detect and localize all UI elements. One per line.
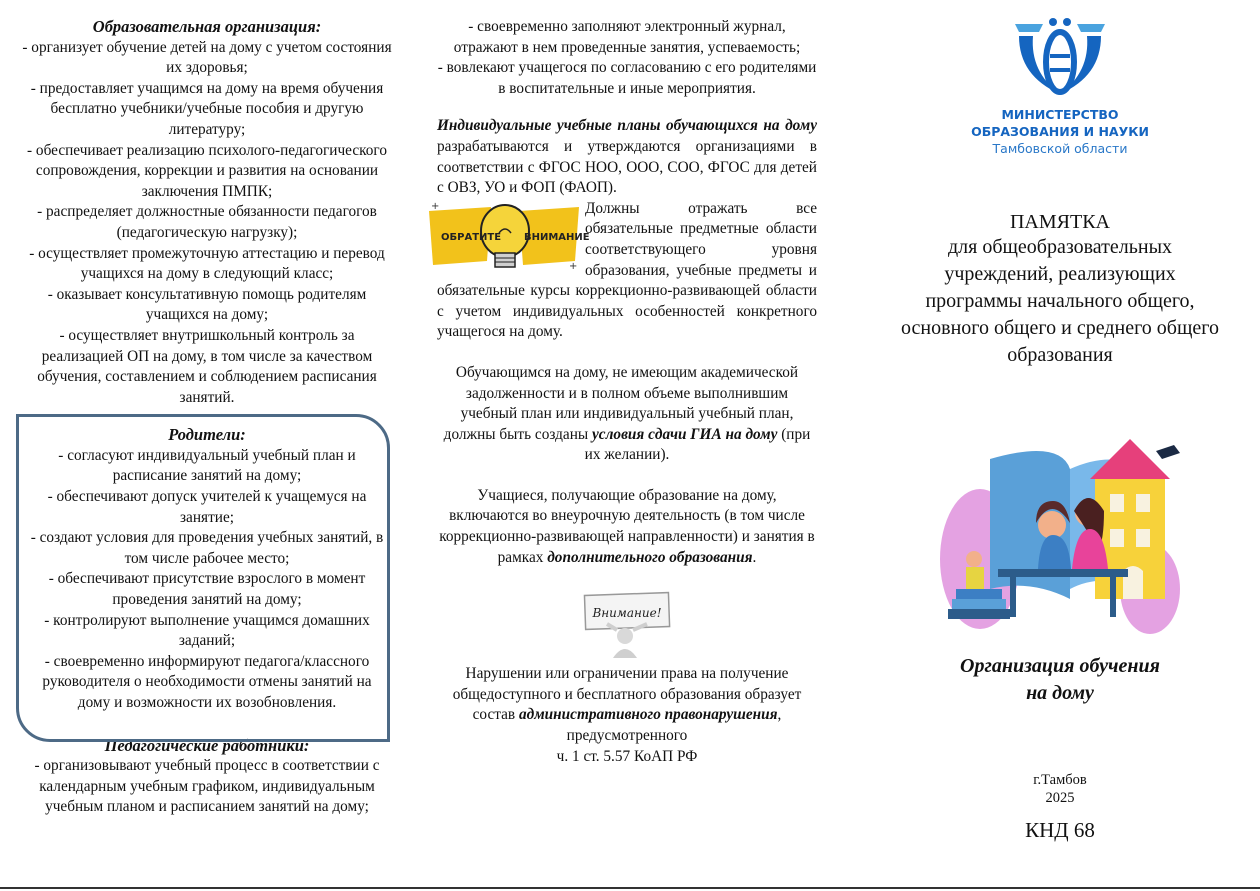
list-item: - согласуют индивидуальный учебный план и расписание занятий на дому; [58, 446, 356, 485]
topic-line-1: Организация обучения [960, 655, 1160, 677]
attention-sign-label: Внимание! [592, 606, 662, 621]
list-item: - осуществляет промежуточную аттестацию и перевод учащихся на дому в следующий класс; [29, 244, 385, 283]
list-item: - организует обучение детей на дому с учетом состояния их здоровья; [22, 38, 392, 77]
illustration [880, 439, 1240, 635]
law-paragraph [437, 664, 817, 767]
list-item: - обеспечивают присутствие взрослого в момент проведения занятий на дому; [48, 570, 366, 609]
gia-bold: условия сдачи ГИА на дому [592, 425, 778, 443]
badge-right-label: ВНИМАНИЕ [524, 231, 590, 243]
lightbulb-icon [429, 200, 590, 273]
law-text: Нарушении или ограничении права на получение общедоступного и бесплатного образования образует состав [452, 665, 802, 724]
teachers-continued [437, 17, 817, 99]
org-list [22, 38, 392, 409]
list-item: - контролируют выполнение учащимся домашних заданий; [44, 611, 370, 650]
topic-line-2: на дому [1026, 682, 1094, 704]
plan-paragraph [437, 116, 817, 198]
list-item: - осуществляет внутришкольный контроль за реализацией ОП на дому, в том числе за качеством обучения, составлением и соблюдением расписания занятий. [37, 326, 377, 406]
attention-sign-icon [577, 590, 677, 658]
list-item: - своевременно заполняют электронный журнал, отражают в нем проведенные занятия, успеваемость; [453, 18, 801, 56]
city-year [880, 771, 1240, 807]
list-item: - организовывают учебный процесс в соответствии с календарным учебным графиком, индивидуальным учебным планом и расписанием занятий на дому; [34, 757, 380, 816]
ministry-line-1: МИНИСТЕРСТВО [1001, 107, 1119, 122]
list-item: - обеспечивает реализацию психолого-педагогического сопровождения, коррекции и развития на основании заключения ПМПК; [27, 141, 387, 200]
plan-bold: Индивидуальные учебные планы обучающихся на дому [437, 117, 817, 135]
list-item: - своевременно информируют педагога/классного руководителя о необходимости отмены занятий на дому и возможности их возобновления. [42, 652, 372, 711]
city: г.Тамбов [1033, 772, 1087, 788]
ministry-line-3: Тамбовской области [992, 141, 1128, 156]
list-item: - оказывает консультативную помощь родителям учащихся на дому; [47, 285, 367, 324]
svg-text:+: + [431, 200, 440, 212]
svg-text:+: + [569, 260, 578, 272]
list-item: - вовлекают учащегося по согласованию с его родителями в воспитательные и иные мероприятия. [437, 59, 817, 97]
list-item: - создают условия для проведения учебных занятий, в том числе рабочее место; [30, 529, 384, 567]
extra-text: Учащиеся, получающие образование на дому, включаются во внеурочную деятельность (в том числе коррекционно-развивающей направленности) и занятия в рамках [439, 486, 815, 566]
plan-paragraph-2 [431, 199, 817, 343]
bottom-border [0, 887, 1260, 889]
document-code: КНД 68 [1025, 818, 1095, 842]
page-subtitle: для общеобразовательных учреждений, реализующих программы начального общего, основного общего и среднего общего образования [901, 236, 1219, 366]
law-text-2: , предусмотренного [566, 706, 782, 745]
ministry-emblem-icon [1005, 14, 1115, 106]
ministry-name [880, 106, 1240, 157]
law-bold: административного правонарушения [518, 706, 778, 724]
home-study-illustration [940, 439, 1180, 635]
extra-bold: дополнительного образования [547, 548, 753, 566]
page-title: ПАМЯТКА [1009, 211, 1110, 233]
extra-text-end: . [752, 548, 757, 566]
year: 2025 [1045, 790, 1075, 806]
attention-figure [577, 590, 677, 658]
extra-paragraph [437, 486, 817, 568]
attention-badge [429, 200, 590, 273]
law-reference: ч. 1 ст. 5.57 КоАП РФ [556, 747, 698, 765]
badge-left-label: ОБРАТИТЕ [441, 231, 502, 243]
parents-frame [16, 414, 390, 742]
list-item: - обеспечивают допуск учителей к учащемуся на занятие; [47, 488, 367, 526]
parents-heading: Родители: [168, 425, 246, 445]
plan-text: разрабатываются и утверждаются организациями в соответствии с ФГОС НОО, ООО, СОО, ФГОС для детей с ОВЗ, УО и ФОП (ФАОП). [437, 137, 817, 197]
plan-text-2: Должны отражать все обязательные предметные области соответствующего уровня образования, учебные предметы и обязательные курсы коррекционно-развивающей области с учетом индивидуальных особенностей конкретного учащегося на дому. [437, 199, 817, 341]
teachers-heading: Педагогические работники: [104, 735, 310, 755]
gia-paragraph [437, 363, 817, 466]
list-item: - распределяет должностные обязанности педагогов (педагогическую нагрузку); [37, 203, 377, 241]
ministry-logo [880, 14, 1240, 106]
column-middle [431, 0, 817, 767]
gia-text: Обучающимся на дому, не имеющим академической задолженности и в полном объеме выполнившим учебный план или индивидуальный учебный план, должны быть созданы [443, 363, 799, 443]
ministry-line-2: ОБРАЗОВАНИЯ И НАУКИ [971, 124, 1149, 139]
org-heading: Образовательная организация: [92, 17, 322, 36]
topic-title [880, 653, 1240, 707]
column-right [880, 0, 1240, 841]
gia-text-end: (при их желании). [584, 425, 811, 464]
list-item: - предоставляет учащимся на дому на время обучения бесплатно учебники/учебные пособия и другую литературу; [30, 79, 384, 138]
